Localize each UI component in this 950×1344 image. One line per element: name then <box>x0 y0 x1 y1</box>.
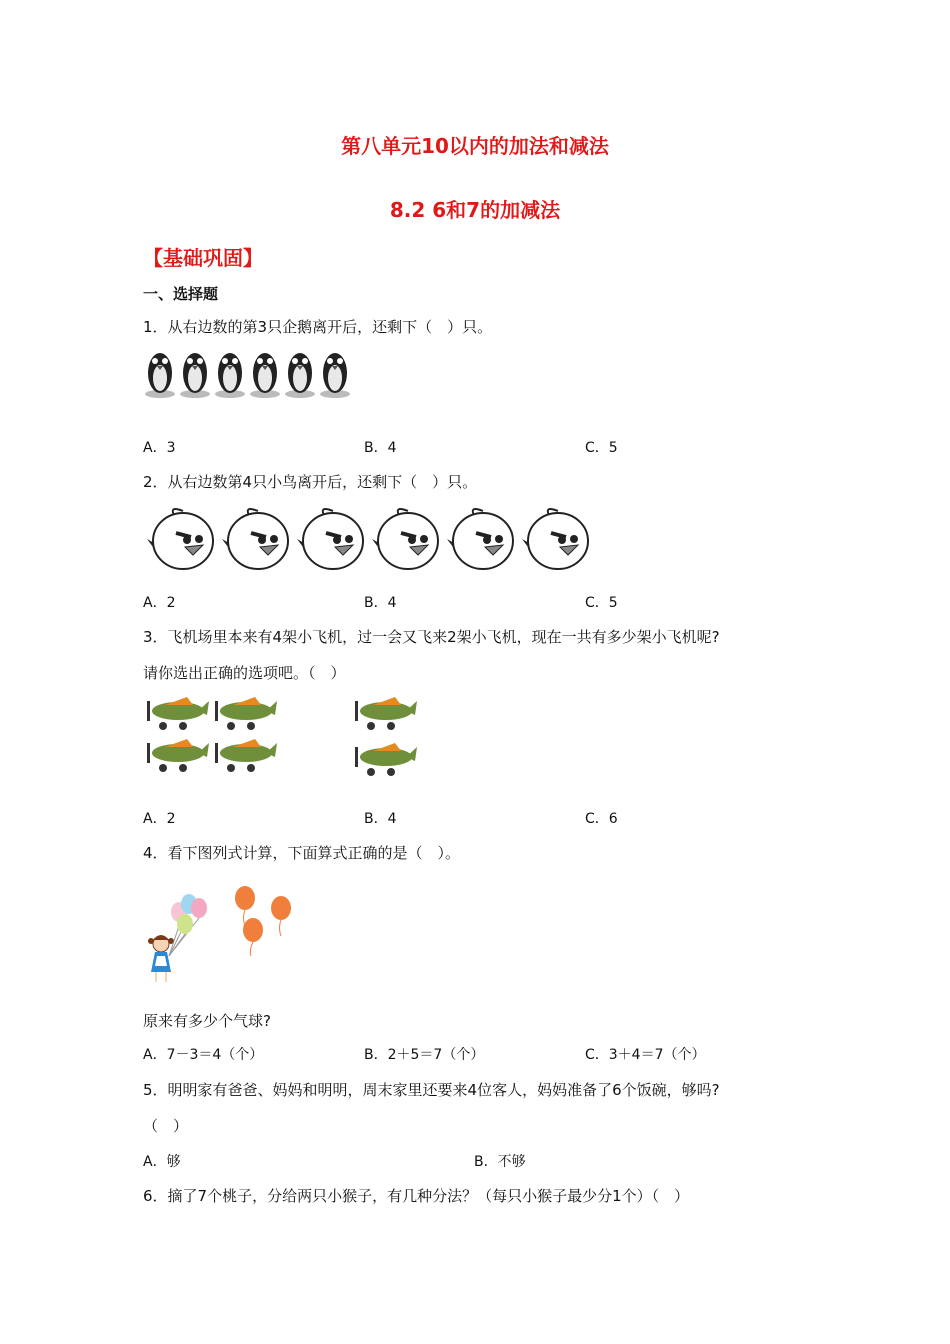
question-3-option-c[interactable]: C．6 <box>585 811 618 827</box>
question-3-option-a[interactable]: A．2 <box>143 811 176 827</box>
question-6-text: 6．摘了7个桃子，分给两只小猴子，有几种分法？（每只小猴子最少分1个）（ ） <box>143 1187 690 1205</box>
question-5-option-b[interactable]: B．不够 <box>474 1154 526 1170</box>
penguins-image <box>143 346 358 400</box>
question-5-option-a[interactable]: A．够 <box>143 1154 181 1170</box>
question-3-text: 3．飞机场里本来有4架小飞机，过一会又飞来2架小飞机，现在一共有多少架小飞机呢? <box>143 628 720 646</box>
planes-image <box>143 693 433 783</box>
question-3-option-b[interactable]: B．4 <box>364 811 397 827</box>
balloons-image <box>143 886 298 986</box>
question-4-option-b[interactable]: B．2＋5＝7（个） <box>364 1047 485 1063</box>
question-4-prompt: 原来有多少个气球? <box>143 1012 271 1030</box>
question-4-option-c[interactable]: C．3＋4＝7（个） <box>585 1047 706 1063</box>
question-1-option-c[interactable]: C．5 <box>585 440 618 456</box>
question-2-text: 2．从右边数第4只小鸟离开后，还剩下（ ）只。 <box>143 473 478 491</box>
question-2-option-c[interactable]: C．5 <box>585 595 618 611</box>
question-2-option-b[interactable]: B．4 <box>364 595 397 611</box>
section-heading: 【基础巩固】 <box>143 246 263 270</box>
question-2-option-a[interactable]: A．2 <box>143 595 176 611</box>
question-5-text-continued: （ ） <box>143 1117 189 1135</box>
page-title: 第八单元10以内的加法和减法 <box>341 134 609 158</box>
question-1-text: 1．从右边数的第3只企鹅离开后，还剩下（ ）只。 <box>143 318 493 336</box>
birds-image <box>143 503 593 573</box>
question-1-option-b[interactable]: B．4 <box>364 440 397 456</box>
question-4-option-a[interactable]: A．7－3＝4（个） <box>143 1047 264 1063</box>
question-5-text: 5．明明家有爸爸、妈妈和明明，周末家里还要来4位客人，妈妈准备了6个饭碗，够吗? <box>143 1081 720 1099</box>
part-heading: 一、选择题 <box>143 285 219 303</box>
question-3-text-continued: 请你选出正确的选项吧。（ ） <box>143 664 346 682</box>
question-1-option-a[interactable]: A．3 <box>143 440 176 456</box>
question-4-text: 4．看下图列式计算，下面算式正确的是（ ）。 <box>143 844 461 862</box>
page-subtitle: 8.2 6和7的加减法 <box>389 198 561 222</box>
